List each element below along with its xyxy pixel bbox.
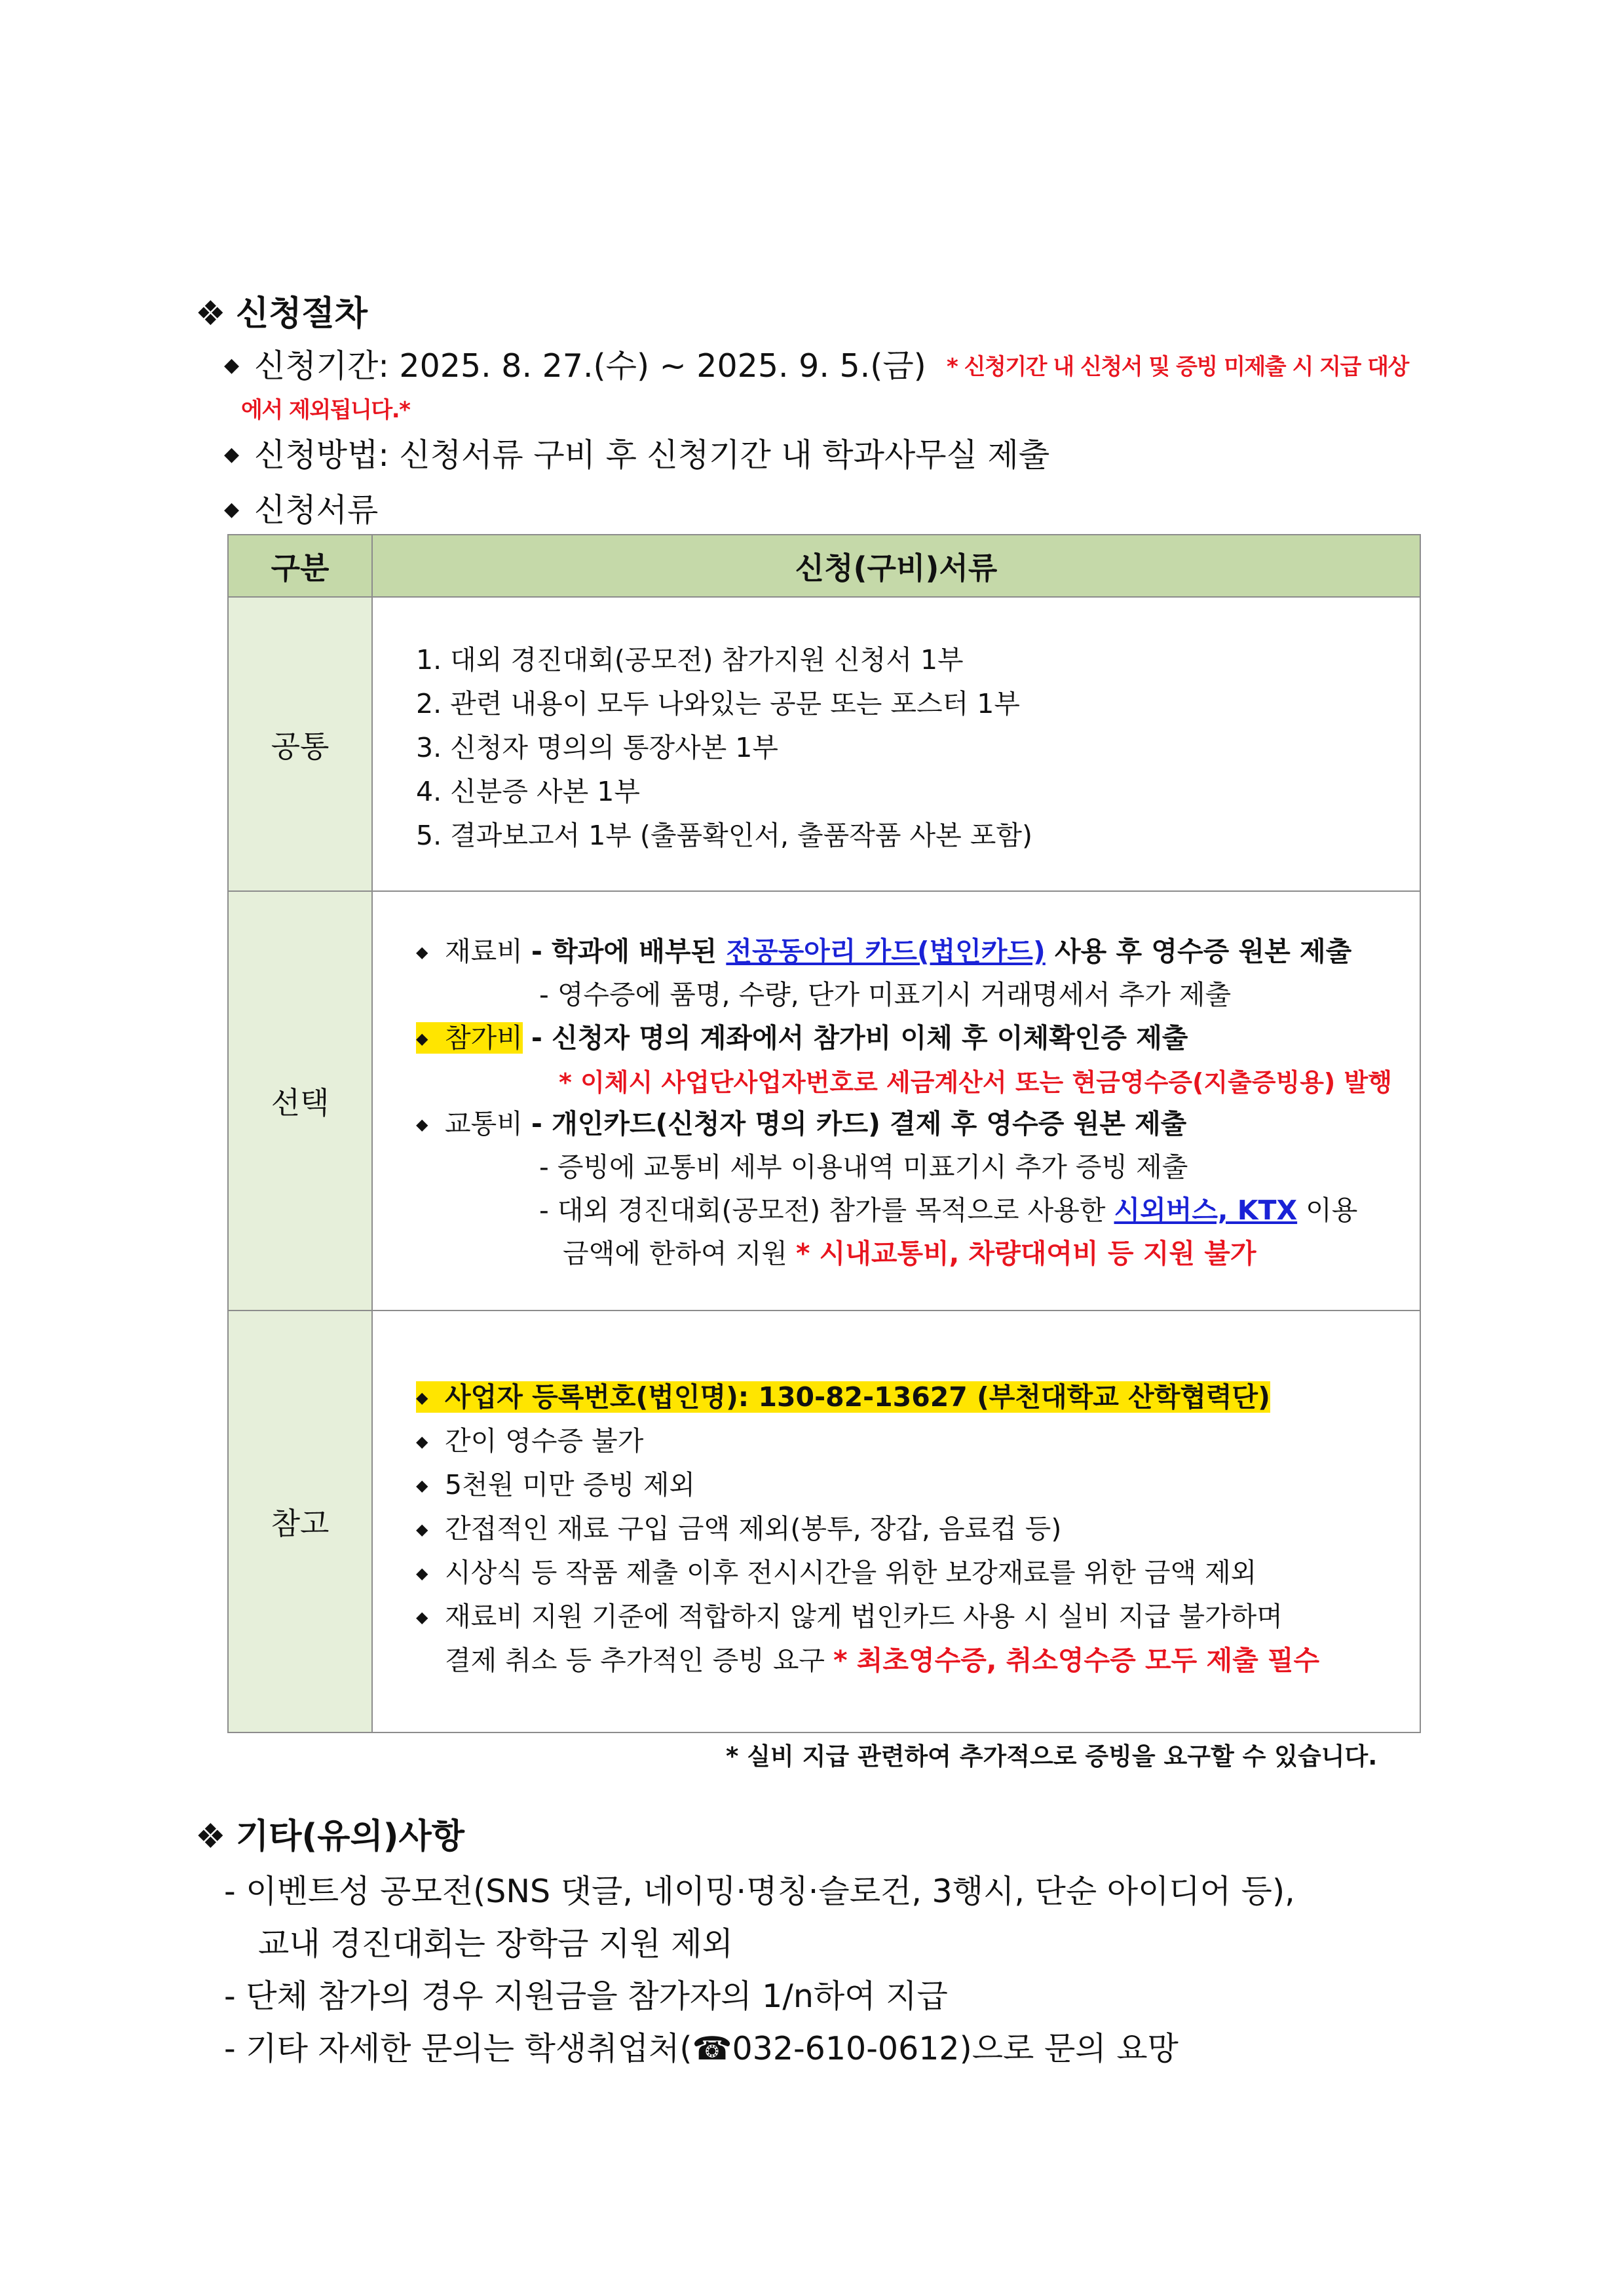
bullet-icon: ◆ <box>224 498 240 521</box>
club-card-link: 전공동아리 카드(법인카드) <box>726 936 1046 967</box>
period-note: * 신청기간 내 신청서 및 증빙 미제출 시 지급 대상 <box>947 354 1408 380</box>
material-cost-line: ◆ 재료비 - 학과에 배부된 전공동아리 카드(법인카드) 사용 후 영수증 원본 제출 <box>416 936 1352 967</box>
section-title-application: ❖ 신청절차 <box>195 294 368 334</box>
bullet-icon: ◆ <box>416 1115 428 1134</box>
bullet-icon: ◆ <box>416 1608 428 1626</box>
category-ref: 참고 <box>228 1311 372 1732</box>
business-number-line: ◆ 사업자 등록번호(법인명): 130-82-13627 (부천대학교 산학협력단) <box>416 1381 1270 1413</box>
diamond-marker-icon: ❖ <box>195 1817 226 1856</box>
bullet-icon: ◆ <box>416 1388 428 1407</box>
list-item: 2. 관련 내용이 모두 나와있는 공문 또는 포스터 1부 <box>416 688 1020 719</box>
transport-sub-line: - 증빙에 교통비 세부 이용내역 미표기시 추가 증빙 제출 <box>539 1151 1188 1183</box>
application-method: ◆ 신청방법: 신청서류 구비 후 신청기간 내 학과사무실 제출 <box>224 436 1050 474</box>
bullet-icon: ◆ <box>416 1029 428 1048</box>
table-header-row <box>228 535 1420 597</box>
material-sub-line: - 영수증에 품명, 수량, 단가 미표기시 거래명세서 추가 제출 <box>539 979 1232 1010</box>
select-docs-cell <box>372 891 1420 1311</box>
entry-fee-line: ◆ 참가비 - 신청자 명의 계좌에서 참가비 이체 후 이체확인증 제출 <box>416 1022 1188 1054</box>
header-category: 구분 <box>228 535 372 597</box>
list-item: 4. 신분증 사본 1부 <box>416 776 640 807</box>
bullet-icon: ◆ <box>416 943 428 961</box>
category-select: 선택 <box>228 891 372 1311</box>
transport-cost-line: ◆ 교통비 - 개인카드(신청자 명의 카드) 결제 후 영수증 원본 제출 <box>416 1108 1187 1139</box>
note-line-cont: 교내 경진대회는 장학금 지원 제외 <box>258 1925 733 1962</box>
section-title-notes: ❖ 기타(유의)사항 <box>195 1817 464 1856</box>
list-item: ◆ 간이 영수증 불가 <box>416 1425 644 1457</box>
table-row-common <box>228 597 1420 891</box>
transport-sub-line: 금액에 한하여 지원 * 시내교통비, 차량대여비 등 지원 불가 <box>563 1238 1256 1269</box>
bullet-icon: ◆ <box>224 443 240 466</box>
bullet-icon: ◆ <box>416 1432 428 1451</box>
list-item: 3. 신청자 명의의 통장사본 1부 <box>416 732 778 763</box>
list-item: 1. 대외 경진대회(공모전) 참가지원 신청서 1부 <box>416 644 964 676</box>
period-note-cont: 에서 제외됩니다.* <box>241 397 410 423</box>
table-row-select <box>228 891 1420 1311</box>
header-documents: 신청(구비)서류 <box>372 535 1420 597</box>
list-item-cont: 결제 취소 등 추가적인 증빙 요구 * 최초영수증, 취소영수증 모두 제출 필수 <box>445 1645 1320 1676</box>
table-row-ref <box>228 1311 1420 1732</box>
list-item: ◆ 5천원 미만 증빙 제외 <box>416 1469 696 1501</box>
list-item: ◆ 시상식 등 작품 제출 이후 전시시간을 위한 보강재료를 위한 금액 제외 <box>416 1557 1257 1588</box>
note-line: - 이벤트성 공모전(SNS 댓글, 네이밍·명칭·슬로건, 3행시, 단순 아이디어 등), <box>224 1873 1295 1910</box>
list-item: ◆ 재료비 지원 기준에 적합하지 않게 법인카드 사용 시 실비 지급 불가하며 <box>416 1601 1283 1632</box>
list-item: 5. 결과보고서 1부 (출품확인서, 출품작품 사본 포함) <box>416 820 1032 851</box>
diamond-marker-icon: ❖ <box>195 294 226 334</box>
note-line: - 기타 자세한 문의는 학생취업처(☎032-610-0612)으로 문의 요망 <box>224 2030 1179 2067</box>
bus-ktx-link: 시외버스, KTX <box>1114 1195 1298 1226</box>
common-docs-cell <box>372 597 1420 891</box>
table-footnote: * 실비 지급 관련하여 추가적으로 증빙을 요구할 수 있습니다. <box>726 1742 1378 1770</box>
transport-sub-line: - 대외 경진대회(공모전) 참가를 목적으로 사용한 시외버스, KTX 이용 <box>539 1195 1358 1226</box>
bullet-icon: ◆ <box>416 1520 428 1539</box>
application-period: ◆ 신청기간: 2025. 8. 27.(수) ~ 2025. 9. 5.(금) <box>224 347 926 385</box>
ref-cell <box>372 1311 1420 1732</box>
bullet-icon: ◆ <box>416 1476 428 1495</box>
list-item: ◆ 간접적인 재료 구입 금액 제외(봉투, 장갑, 음료컵 등) <box>416 1513 1062 1544</box>
bullet-icon: ◆ <box>416 1564 428 1582</box>
category-common: 공통 <box>228 597 372 891</box>
fee-note: * 이체시 사업단사업자번호로 세금계산서 또는 현금영수증(지출증빙용) 발행 <box>559 1068 1392 1097</box>
bullet-icon: ◆ <box>224 354 240 377</box>
note-line: - 단체 참가의 경우 지원금을 참가자의 1/n하여 지급 <box>224 1978 948 2015</box>
documents-table <box>227 534 1421 1733</box>
application-docs-label: ◆ 신청서류 <box>224 491 379 529</box>
